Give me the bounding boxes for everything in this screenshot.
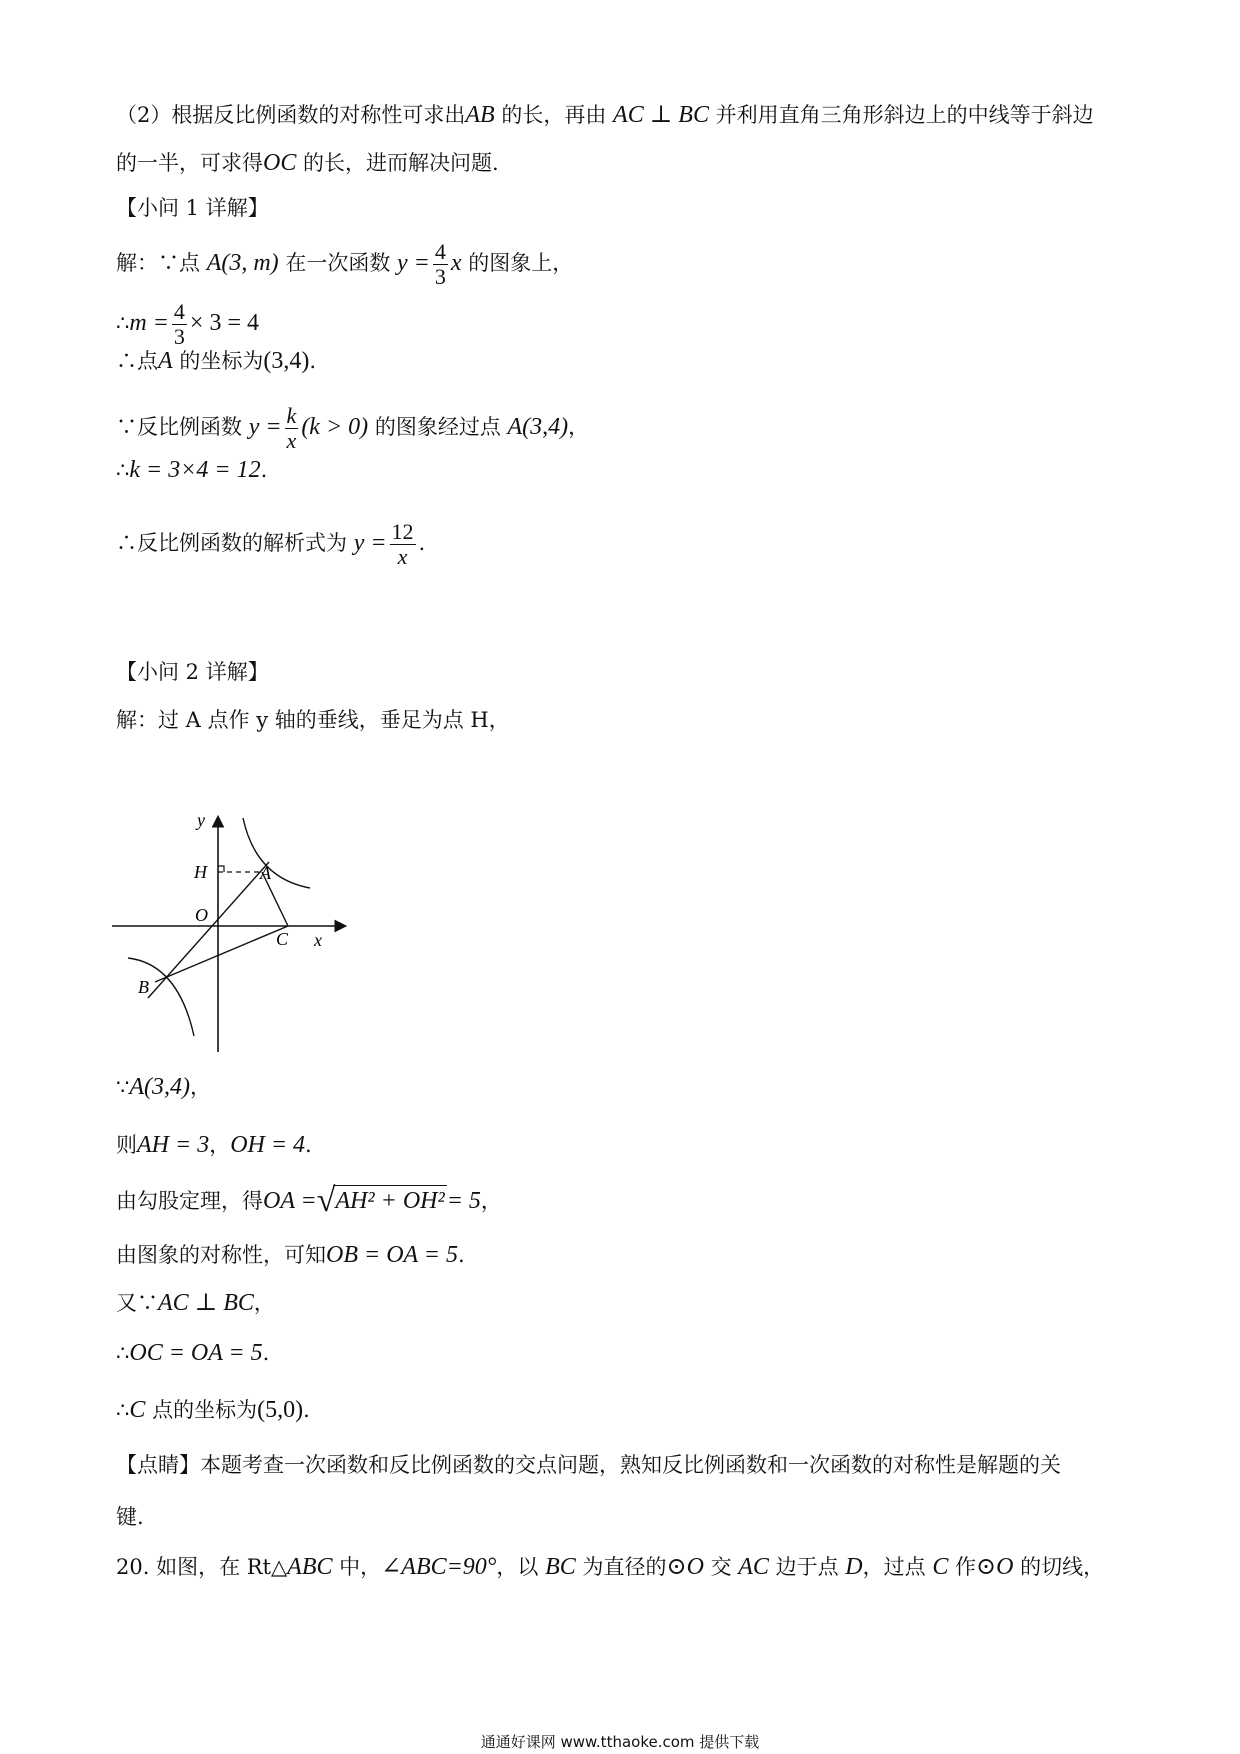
math-expr: y = [248,414,282,440]
coord-a: (3,4) [263,348,310,374]
text: 的坐标为 [172,349,264,373]
math-expr: ∠ABC=90° [381,1554,497,1580]
text: . [303,1398,310,1422]
math-expr: x [450,250,462,276]
math-expr: m = [129,310,169,336]
text: ∵ [116,1075,130,1099]
text: ∴ [116,1398,130,1422]
text: 20. 如图，在 Rt△ [116,1555,288,1579]
segment-oc: OC [263,150,297,176]
hyperbola-figure [106,796,366,1058]
question-20 [116,1552,1104,1582]
intro-text: （2）根据反比例函数的对称性可求出 [116,103,466,127]
text: . [305,1133,312,1157]
point-a: A(3, m) [206,250,279,276]
part1-line-2 [116,300,259,349]
text: ， [480,1189,502,1213]
part2-line-4 [116,1182,502,1219]
segment-ab: AB [465,102,495,128]
part1-line-1 [116,240,573,289]
intro-line-2 [116,148,499,178]
label-o: O [195,905,208,925]
text: . [457,1243,465,1267]
denominator: x [397,544,408,569]
label-c: C [276,929,289,949]
comment-line-2: 键. [116,1505,144,1529]
math-expr: A [158,348,173,374]
numerator: 4 [173,299,185,324]
part2-line-5 [116,1240,465,1270]
intro-text: 的一半，可求得 [116,151,263,175]
part2-line-2 [116,1072,211,1102]
label-h: H [194,862,207,882]
text: 交 [703,1555,739,1579]
text: 解：∵点 [116,251,207,275]
part1-line-6 [116,520,425,569]
text: 的切线， [1013,1555,1105,1579]
part2-line-3 [116,1130,312,1160]
math-expr: × 3 = 4 [189,310,259,336]
intro-text: 的长，进而解决问题. [296,151,499,175]
hyperbola-branch-upper [243,818,310,888]
numerator: 12 [391,519,414,544]
intro-text: 的长，再由 [494,103,614,127]
part1-line-5 [116,455,267,485]
text: ∴ [116,458,130,482]
denominator: 3 [434,264,446,289]
label-y: y [197,810,205,830]
part2-line-7 [116,1338,269,1368]
part2-line-6 [116,1288,275,1318]
text: 作 [948,1555,977,1579]
math-expr: k = 3×4 = 12 [129,457,261,483]
math-expr: OB = OA = 5 [326,1242,458,1268]
page-footer: 通通好课网 www.tthaoke.com 提供下载 [480,1733,760,1751]
part1-line-4 [116,404,589,453]
text: ， [568,415,590,439]
intro-line-1 [116,100,1094,130]
math-expr: BC [545,1554,576,1580]
point-a: A(3,4) [129,1074,191,1100]
fraction-k-over-x [285,404,299,453]
right-angle-mark [218,866,224,872]
point-a: A(3,4) [507,414,569,440]
sqrt-icon: √ [316,1182,336,1219]
numerator: 4 [434,239,446,264]
math-expr: (k > 0) [301,414,369,440]
text: ∴ [116,1341,130,1365]
math-expr: = 5 [446,1188,481,1214]
text: 边于点 [768,1555,846,1579]
coord-c: (5,0) [257,1397,304,1423]
text: ∴ [116,311,130,335]
text: 又∵ [116,1291,158,1315]
text: 在一次函数 [278,251,398,275]
text: ∴点 [116,349,158,373]
math-expr: C [129,1397,146,1423]
math-expr: OC = OA = 5 [129,1340,263,1366]
math-expr: AC ⊥ BC [158,1290,254,1316]
text: ，以 [496,1555,546,1579]
math-expr: OH = 4 [230,1132,306,1158]
part2-line-1: 解：过 A 点作 y 轴的垂线，垂足为点 H， [116,708,510,732]
fraction-12-over-x [390,520,416,569]
text: 由勾股定理，得 [116,1189,263,1213]
denominator: 3 [173,324,185,349]
text: 点的坐标为 [145,1398,258,1422]
text: 中， [332,1555,382,1579]
math-expr: ⊙O [666,1554,704,1580]
comment-line-1: 【点睛】本题考查一次函数和反比例函数的交点问题，熟知反比例函数和一次函数的对称性是解题的关 [116,1453,1061,1477]
text: . [262,1341,270,1365]
part1-line-3 [116,346,316,376]
math-expr: D [845,1554,863,1580]
intro-text: 并利用直角三角形斜边上的中线等于斜边 [708,103,1094,127]
segment-bc [155,926,288,982]
numerator: k [286,403,297,428]
math-expr: ABC [287,1554,333,1580]
label-b: B [138,977,149,997]
fraction-four-thirds [433,240,448,289]
text: ∴反比例函数的解析式为 [116,531,354,555]
text: ∵反比例函数 [116,415,249,439]
denominator: x [286,428,297,453]
label-x: x [314,930,322,950]
part2-heading: 【小问 2 详解】 [116,660,269,684]
math-expr: OA = [263,1188,317,1214]
text: ， [253,1291,275,1315]
fraction-four-thirds [172,300,187,349]
text: 由图象的对称性，可知 [116,1243,326,1267]
math-expr: C [932,1554,949,1580]
part2-line-8 [116,1395,310,1425]
text: . [309,349,317,373]
text: 的图象上， [461,251,574,275]
perp-relation: AC ⊥ BC [613,102,709,128]
text: . [260,458,268,482]
math-expr: y = [353,530,387,556]
text: 则 [116,1133,137,1157]
text: ，过点 [862,1555,933,1579]
text: ， [190,1075,212,1099]
part1-heading: 【小问 1 详解】 [116,196,269,220]
math-expr: ⊙O [976,1554,1014,1580]
math-expr: y = [397,250,430,276]
text: 的图象经过点 [368,415,508,439]
math-expr: AC [738,1554,769,1580]
sqrt-content: AH² + OH² [333,1185,446,1216]
label-a: A [260,863,271,883]
text: 为直径的 [575,1555,667,1579]
text: . [418,531,426,555]
math-expr: AH = 3 [137,1132,210,1158]
text: ， [209,1133,231,1157]
